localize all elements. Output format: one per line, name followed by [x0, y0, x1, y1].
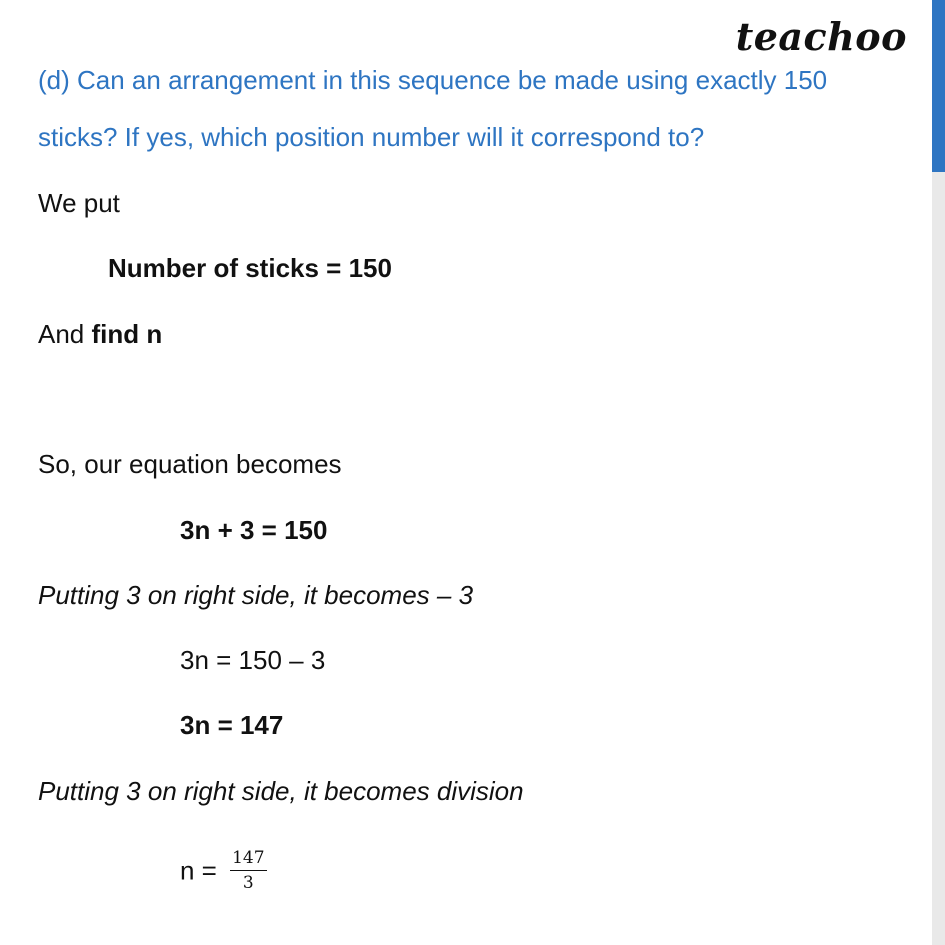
fraction-numerator: 147	[230, 848, 266, 871]
sticks-equation: Number of sticks = 150	[108, 253, 392, 283]
question-line-2: sticks? If yes, which position number will it correspond to?	[38, 122, 705, 152]
vertical-scrollbar[interactable]	[932, 0, 945, 945]
we-put-text: We put	[38, 188, 120, 218]
note-division: Putting 3 on right side, it becomes division	[38, 776, 524, 806]
find-n-text: find n	[91, 319, 163, 349]
equation-1: 3n + 3 = 150	[180, 515, 328, 545]
equation-2: 3n = 150 – 3	[180, 645, 326, 675]
fraction-denominator: 3	[242, 873, 254, 893]
scrollbar-thumb[interactable]	[932, 0, 945, 172]
equation-becomes-text: So, our equation becomes	[38, 449, 342, 479]
fraction	[230, 848, 266, 893]
find-n-line	[38, 318, 162, 350]
question-line-1: (d) Can an arrangement in this sequence be made using exactly 150	[38, 65, 828, 95]
fraction-equation	[180, 848, 267, 893]
n-equals-text: n =	[180, 855, 225, 886]
equation-3: 3n = 147	[180, 710, 284, 740]
and-text: And	[38, 319, 92, 349]
note-minus-3: Putting 3 on right side, it becomes – 3	[38, 580, 474, 610]
teachoo-logo: teachoo	[735, 14, 907, 59]
